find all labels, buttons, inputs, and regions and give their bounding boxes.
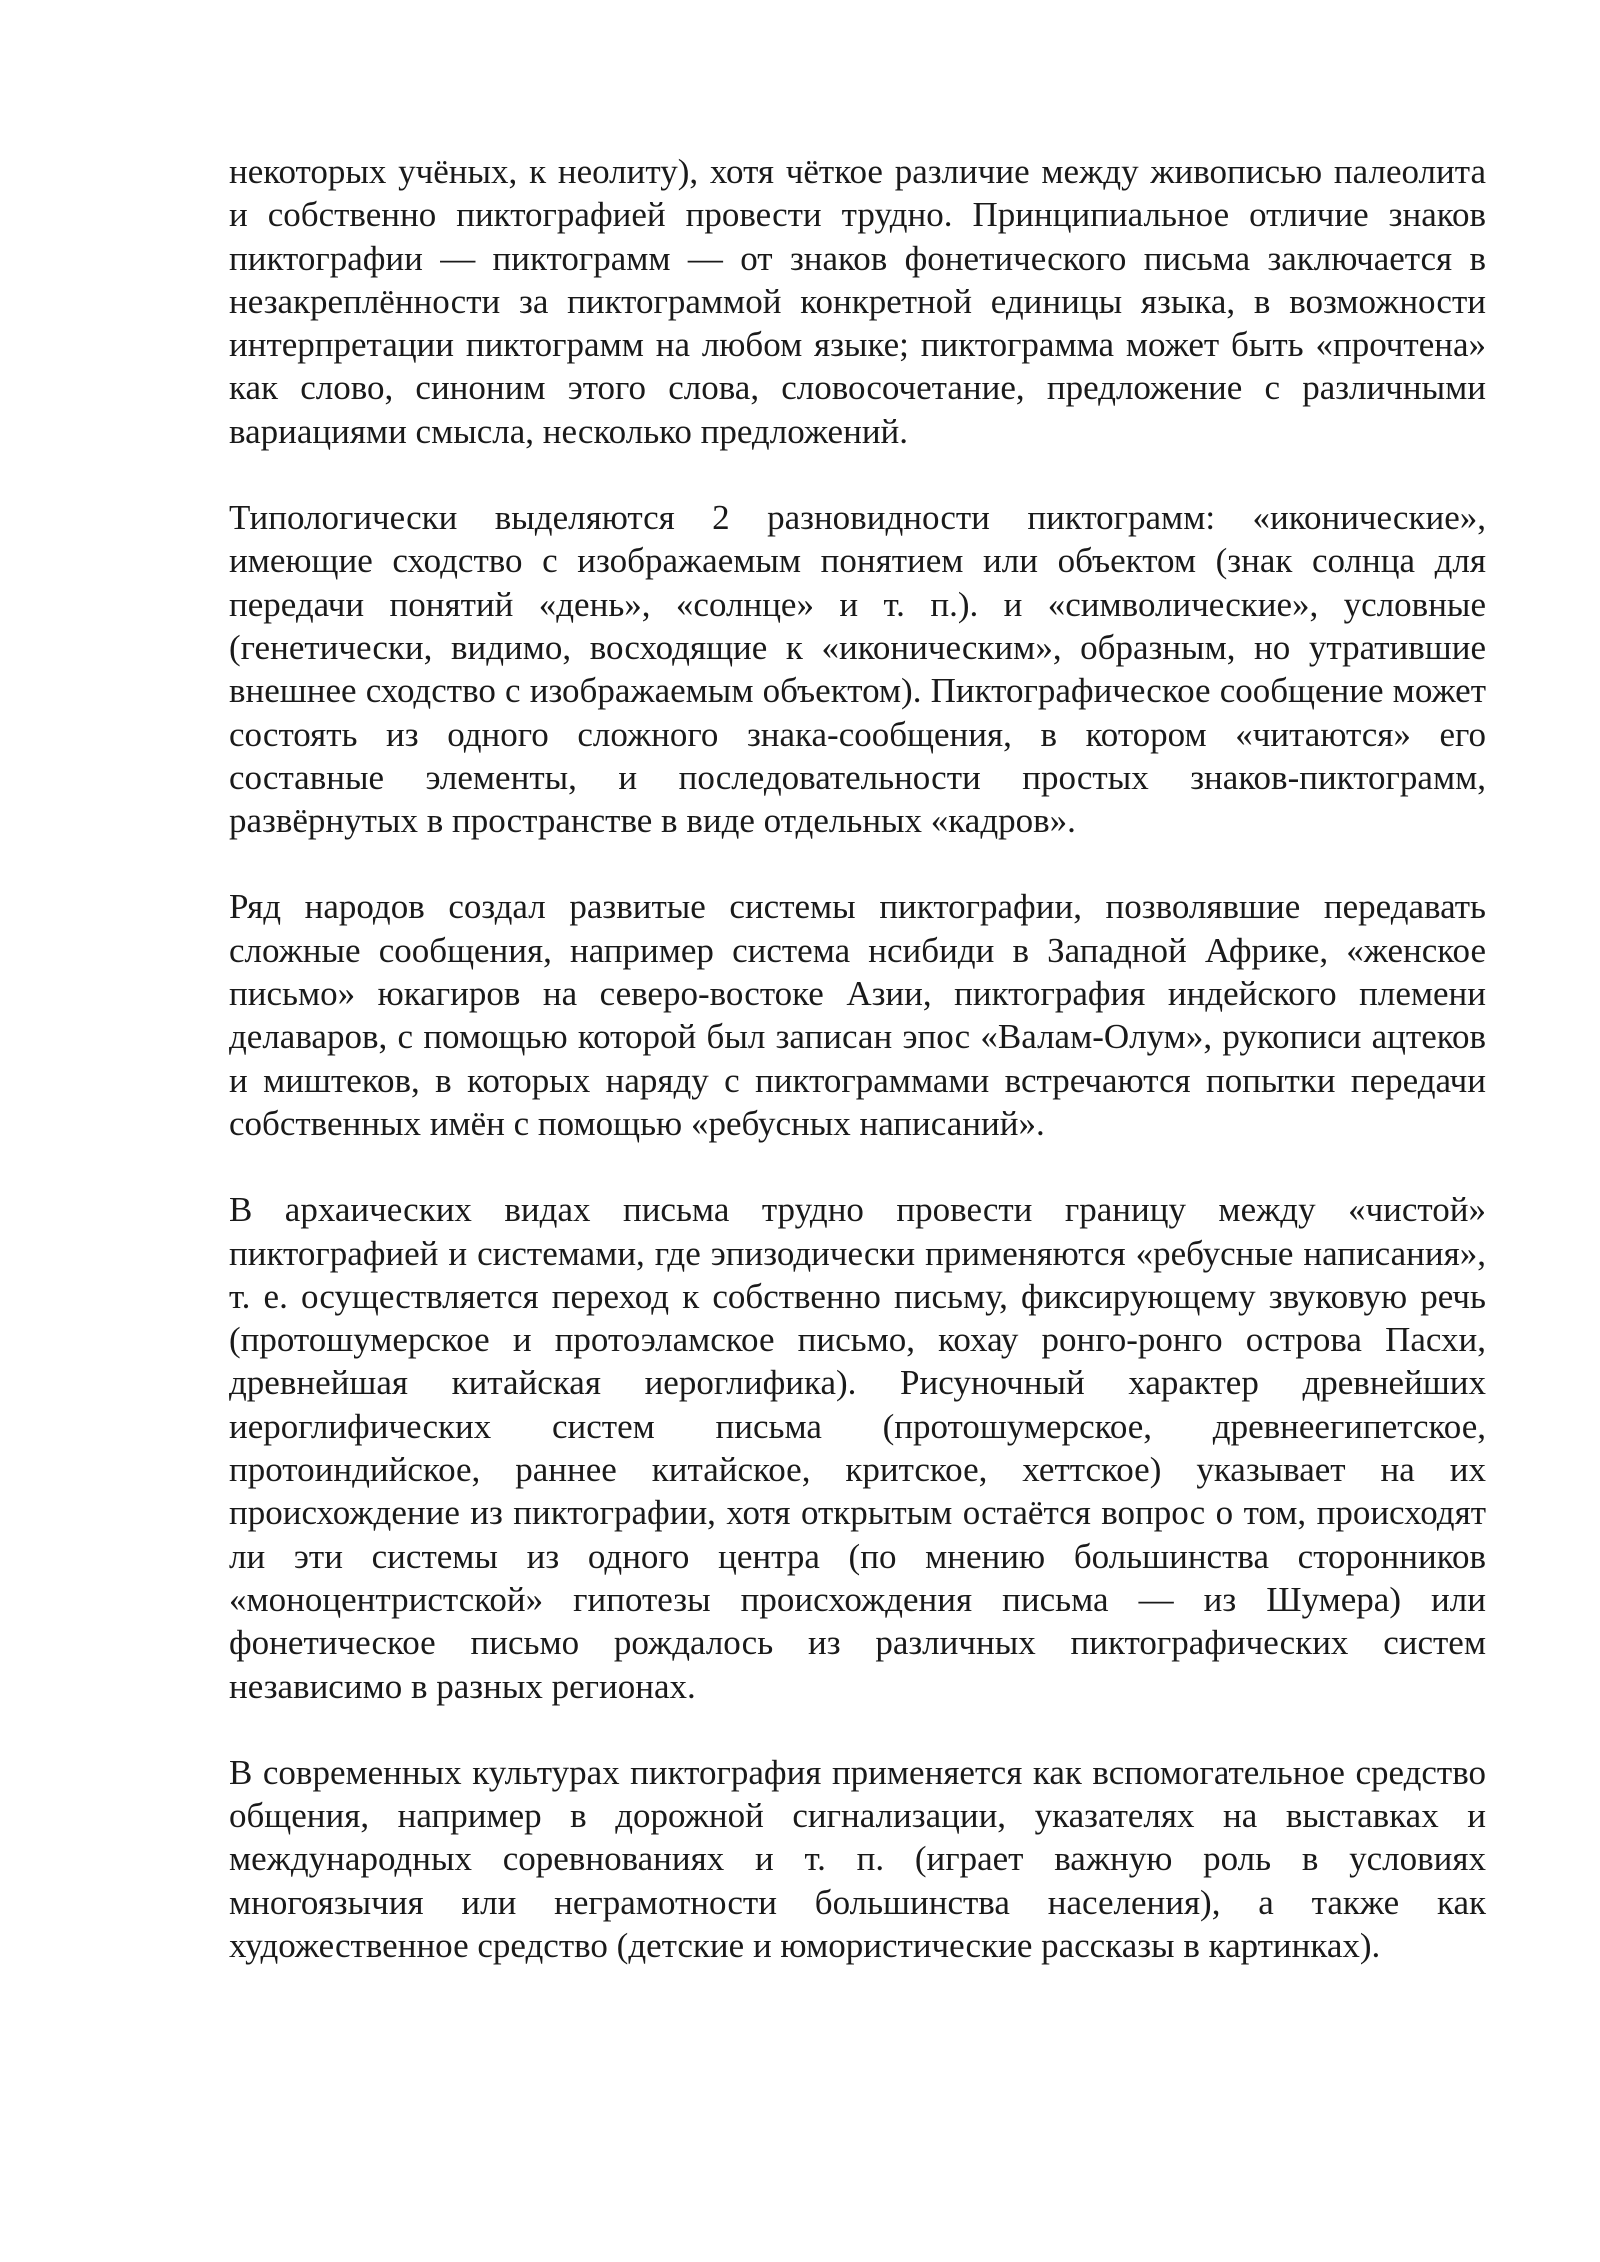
paragraph: В современных культурах пиктография применяется как вспомогательное средство общения, например в дорожной сигнализации, указателях на выставках и международных соревнованиях и т. п. (играет важную роль в условиях многоязычия или неграмотности большинства населения), а также как художественное средство (детские и юмористические рассказы в картинках). [229, 1752, 1486, 1965]
paragraph: В архаических видах письма трудно провести границу между «чистой» пиктографией и системами, где эпизодически применяются «ребусные написания», т. е. осуществляется переход к собственно письму, фиксирующему звуковую речь (протошумерское и протоэламское письмо, кохау ронго-ронго острова Пасхи, древнейшая китайская иероглифика). Рисуночный характер древнейших иероглифических систем письма (протошумерское, древнеегипетское, протоиндийское, раннее китайское, критское, хеттское) указывает на их происхождение из пиктографии, хотя открытым остаётся вопрос о том, происходят ли эти системы из одного центра (по мнению большинства сторонников «моноцентристской» гипотезы происхождения письма — из Шумера) или фонетическое письмо рождалось из различных пиктографических систем независимо в разных регионах. [229, 1190, 1486, 1706]
paragraph: некоторых учёных, к неолиту), хотя чёткое различие между живописью палеолита и собственно пиктографией провести трудно. Принципиальное отличие знаков пиктографии — пиктограмм — от знаков фонетического письма заключается в незакреплённости за пиктограммой конкретной единицы языка, в возможности интерпретации пиктограмм на любом языке; пиктограмма может быть «прочтена» как слово, синоним этого слова, словосочетание, предложение с различными вариациями смысла, несколько предложений. [229, 152, 1486, 451]
paragraph: Типологически выделяются 2 разновидности пиктограмм: «иконические», имеющие сходство с изображаемым понятием или объектом (знак солнца для передачи понятий «день», «солнце» и т. п.). и «символические», условные (генетически, видимо, восходящие к «иконическим», образным, но утратившие внешнее сходство с изображаемым объектом). Пиктографическое сообщение может состоять из одного сложного знака-сообщения, в котором «читаются» его составные элементы, и последовательности простых знаков-пиктограмм, развёрнутых в пространстве в виде отдельных «кадров». [229, 498, 1486, 841]
paragraph: Ряд народов создал развитые системы пиктографии, позволявшие передавать сложные сообщения, например система нсибиди в Западной Африке, «женское письмо» юкагиров на северо-востоке Азии, пиктография индейского племени делаваров, с помощью которой был записан эпос «Валам-Олум», рукописи ацтеков и миштеков, в которых наряду с пиктограммами встречаются попытки передачи собственных имён с помощью «ребусных написаний». [229, 887, 1486, 1143]
document-body [229, 150, 1486, 1967]
